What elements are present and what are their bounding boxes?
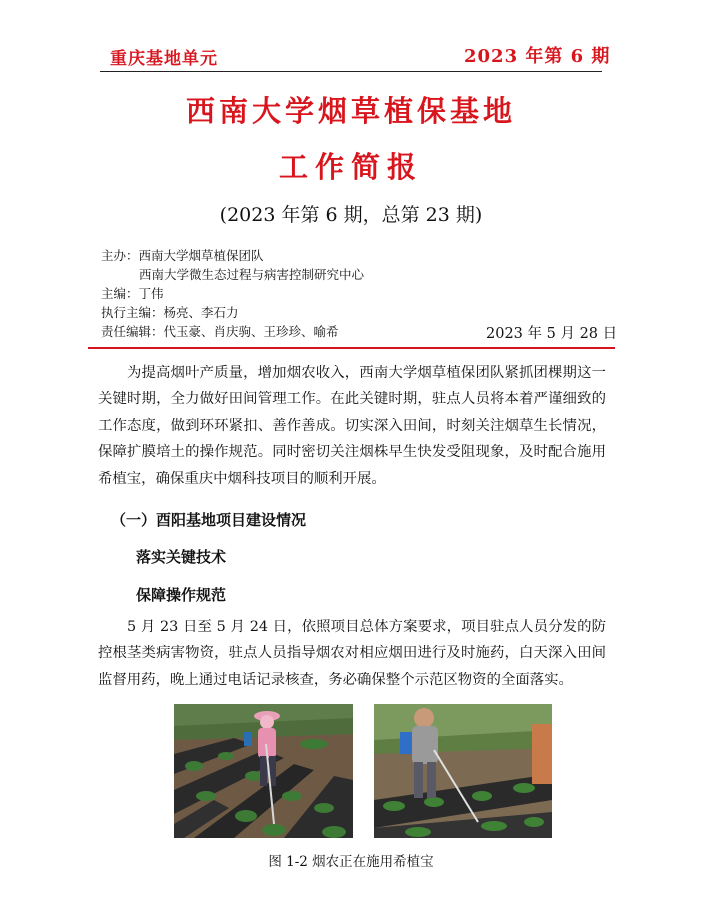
header-issue: 2023 年第 6 期 bbox=[464, 46, 611, 67]
host-label: 主办： bbox=[101, 248, 139, 263]
subheading-operation: 保障操作规范 bbox=[136, 586, 227, 604]
red-divider bbox=[88, 347, 615, 349]
header-divider bbox=[100, 71, 602, 72]
work-paragraph: 5 月 23 日至 5 月 24 日，依照项目总体方案要求，项目驻点人员分发的防控根茎类病害物资，驻点人员指导烟农对相应烟田进行及时施药，白天深入田间监督用药，晚上通过电话记录核查，务必确保整个示范区物资的全面落实。 bbox=[98, 619, 606, 688]
field-photo-right bbox=[374, 704, 552, 838]
header-unit: 重庆基地单元 bbox=[110, 49, 218, 69]
intro-paragraph: 为提高烟叶产质量，增加烟农收入，西南大学烟草植保团队紧抓团棵期这一关键时期，全力做好田间管理工作。在此关键时期，驻点人员将本着严谨细致的工作态度，做到环环紧扣、善作善成。切实深入田间，时刻关注烟草生长情况，保障扩膜培土的操作规范。同时密切关注烟株早生快发受阻现象，及时配合施用希植宝，确保重庆中烟科技项目的顺利开展。 bbox=[98, 365, 606, 487]
subheading-key-tech: 落实关键技术 bbox=[136, 548, 227, 566]
host-line bbox=[101, 246, 264, 265]
issue-number: (2023 年第 6 期，总第 23 期) bbox=[219, 204, 483, 226]
field-photo-left bbox=[174, 704, 353, 838]
report-subtitle: 工作简报 bbox=[278, 150, 423, 184]
responsible-editor: 责任编辑：代玉豪、肖庆驹、王珍珍、喻希 bbox=[101, 324, 339, 339]
executive-editor: 执行主编：杨亮、李石力 bbox=[101, 305, 239, 320]
report-title: 西南大学烟草植保基地 bbox=[185, 94, 516, 128]
chief-editor: 主编：丁伟 bbox=[101, 286, 164, 301]
host-org-2: 西南大学微生态过程与病害控制研究中心 bbox=[139, 267, 365, 282]
figure-caption: 图 1-2 烟农正在施用希植宝 bbox=[268, 854, 434, 870]
publish-date: 2023 年 5 月 28 日 bbox=[486, 326, 618, 342]
section-heading: （一）酉阳基地项目建设情况 bbox=[111, 511, 307, 529]
host-org-1: 西南大学烟草植保团队 bbox=[138, 248, 264, 263]
